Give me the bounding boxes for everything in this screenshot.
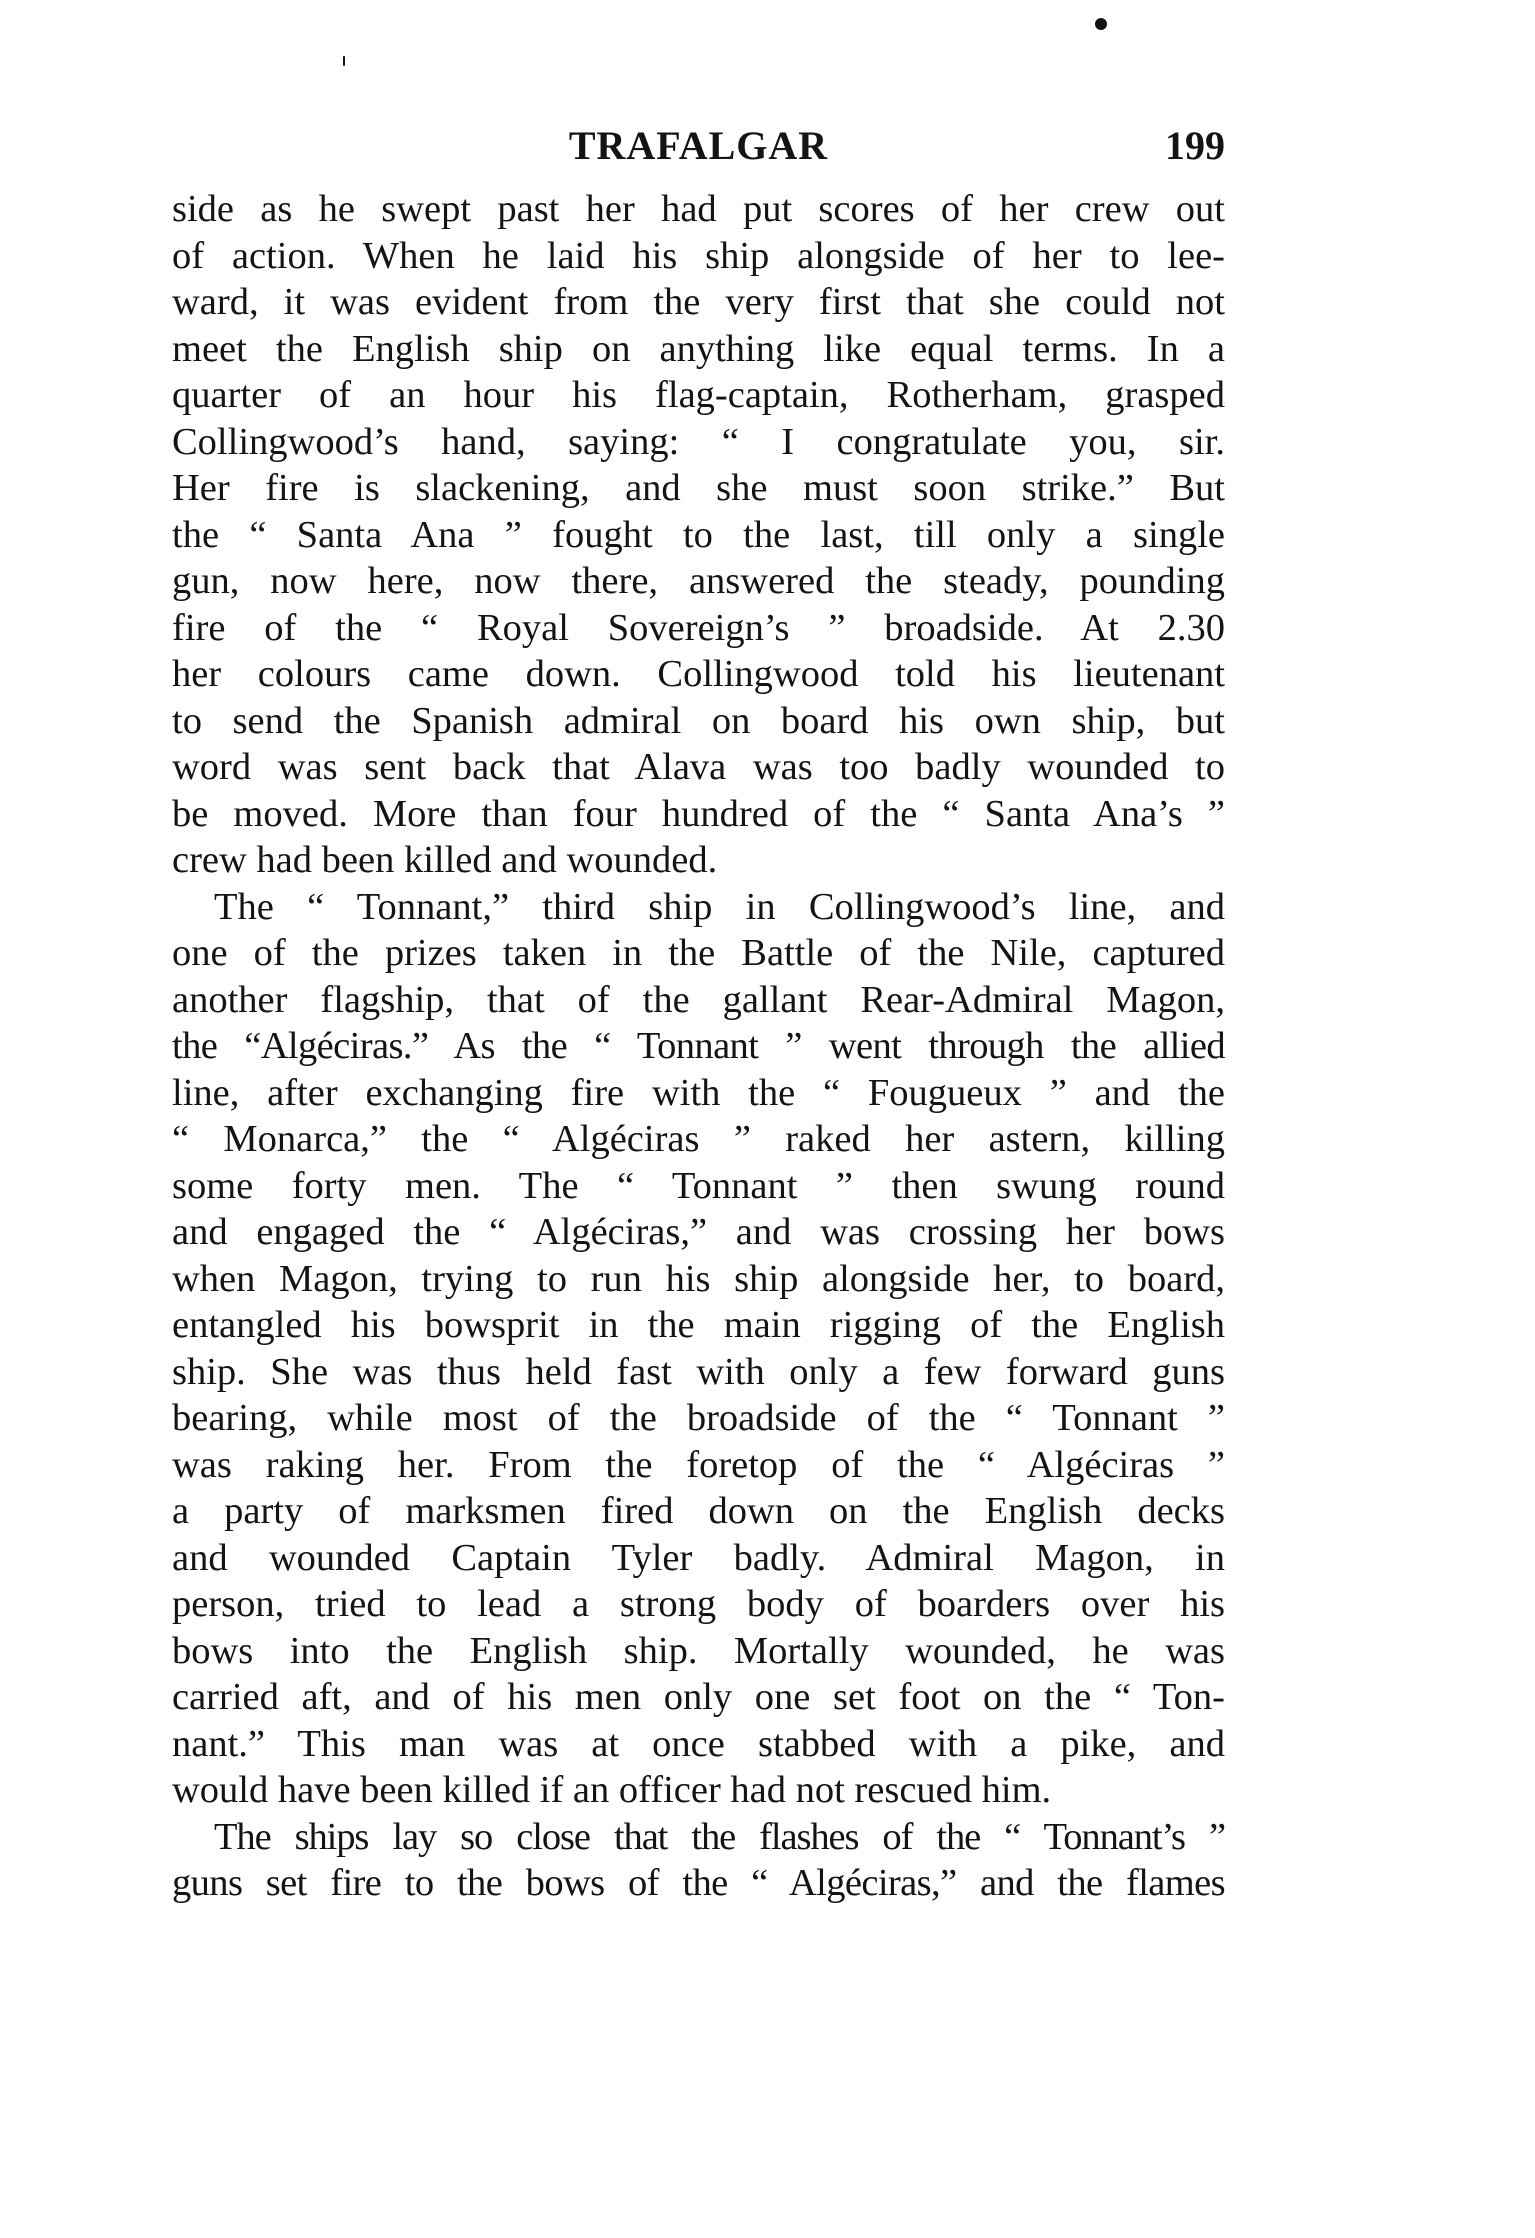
text-line: be moved. More than four hundred of the “ Santa Ana’s ” [172, 792, 1225, 835]
page-number: 199 [1165, 123, 1225, 168]
text-line: and engaged the “ Algéciras,” and was crossing her bows [172, 1211, 1225, 1253]
text-line: a party of marksmen fired down on the English decks [172, 1490, 1225, 1532]
text-line: The “ Tonnant,” third ship in Collingwood’s line, and [214, 885, 1225, 928]
text-line: to send the Spanish admiral on board his own ship, but [172, 699, 1225, 742]
paragraph-2 [172, 884, 1225, 1814]
running-title: TRAFALGAR [568, 123, 829, 168]
text-line: bows into the English ship. Mortally wounded, he was [172, 1629, 1225, 1672]
text-line: gun, now here, now there, answered the steady, pounding [172, 560, 1225, 602]
text-line: and wounded Captain Tyler badly. Admiral Magon, in [172, 1536, 1225, 1579]
text-line: ward, it was evident from the very first that she could not [172, 281, 1225, 323]
text-line: side as he swept past her had put scores of her crew out [172, 188, 1225, 230]
text-line: bearing, while most of the broadside of the “ Tonnant ” [172, 1397, 1225, 1439]
text-line: line, after exchanging fire with the “ Fougueux ” and the [172, 1071, 1225, 1114]
paragraph-3 [172, 1814, 1225, 1907]
text-line: was raking her. From the foretop of the “ Algéciras ” [172, 1443, 1225, 1486]
text-line: her colours came down. Collingwood told his lieutenant [172, 653, 1225, 695]
text-line: fire of the “ Royal Sovereign’s ” broadside. At 2.30 [172, 606, 1225, 649]
text-line: entangled his bowsprit in the main rigging of the English [172, 1304, 1225, 1346]
text-line: another flagship, that of the gallant Rear-Admiral Magon, [172, 978, 1225, 1021]
text-line: person, tried to lead a strong body of boarders over his [172, 1583, 1225, 1625]
text-line: ship. She was thus held fast with only a few forward guns [172, 1350, 1225, 1393]
ink-speck-top-right [1095, 18, 1107, 30]
text-line: carried aft, and of his men only one set foot on the “ Ton- [172, 1676, 1225, 1718]
text-line: The ships lay so close that the flashes of the “ Tonnant’s ” [214, 1815, 1225, 1858]
body-text [172, 186, 1225, 1907]
text-line: the “Algéciras.” As the “ Tonnant ” went through the allied [172, 1025, 1225, 1067]
running-head [172, 116, 1225, 176]
text-line: meet the English ship on anything like equal terms. In a [172, 327, 1225, 370]
text-line: word was sent back that Alava was too badly wounded to [172, 746, 1225, 788]
text-line: “ Monarca,” the “ Algéciras ” raked her astern, killing [172, 1118, 1225, 1160]
text-line: guns set fire to the bows of the “ Algéciras,” and the flames [172, 1862, 1225, 1904]
paragraph-1 [172, 186, 1225, 884]
text-line: Her fire is slackening, and she must soon strike.” But [172, 467, 1225, 509]
ink-speck-top-left [343, 56, 345, 66]
text-line: would have been killed if an officer had not rescued him. [172, 1769, 1052, 1811]
text-line: one of the prizes taken in the Battle of the Nile, captured [172, 932, 1225, 974]
text-line: some forty men. The “ Tonnant ” then swung round [172, 1164, 1225, 1207]
text-line: Collingwood’s hand, saying: “ I congratulate you, sir. [172, 420, 1225, 463]
text-line: when Magon, trying to run his ship alongside her, to board, [172, 1257, 1225, 1300]
text-line: nant.” This man was at once stabbed with a pike, and [172, 1722, 1225, 1765]
text-line: quarter of an hour his flag-captain, Rotherham, grasped [172, 374, 1225, 416]
text-line: of action. When he laid his ship alongside of her to lee- [172, 234, 1225, 277]
text-line: crew had been killed and wounded. [172, 839, 718, 881]
text-line: the “ Santa Ana ” fought to the last, till only a single [172, 513, 1225, 556]
